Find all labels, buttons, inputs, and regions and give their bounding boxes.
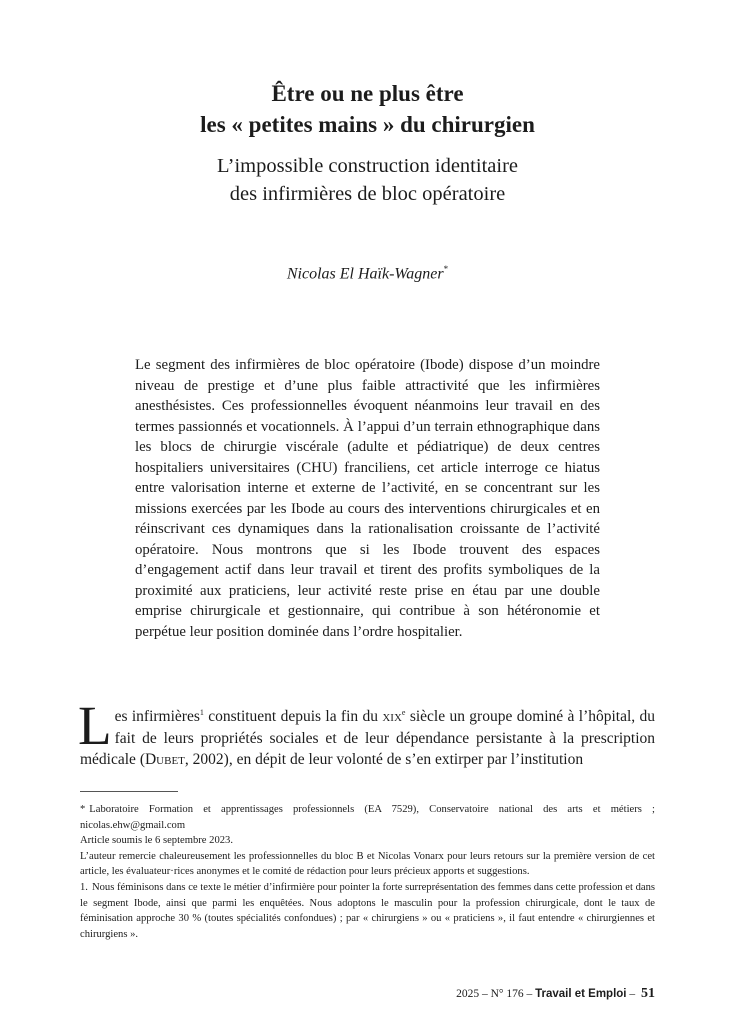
author-footnote-marker: * [443,264,449,274]
intro-text-4: , 2002), en dépit de leur volonté de s’en extirper par l’institution [184,751,584,769]
page-footer [456,986,655,1002]
article-subtitle [0,152,735,208]
author-byline [0,258,735,285]
intro-text-3: siècle un groupe dominé à l’hôpital, du fait de leurs propriétés sociales et de leur dépendance persistante à la prescription médicale ( [80,708,656,769]
title-line-2: les « petites mains » du chirurgien [200,112,535,137]
footnote-star-mark: * [80,804,86,815]
title-line-1: Être ou ne plus être [271,81,464,106]
intro-paragraph [78,695,656,771]
footer-separator: – [626,988,638,1000]
footnote-affiliation [80,802,655,833]
century-numeral: xix [382,708,402,726]
issue-info: 2025 – N° 176 – [456,988,536,1000]
abstract: Le segment des infirmières de bloc opératoire (Ibode) dispose d’un moindre niveau de prestige et d’une plus faible attractivité que les infirmières anesthésistes. Ces professionnelles évoquent néanmoins leur travail en des termes passionnés et vocationnels. À l’appui d’un terrain ethnographique dans les blocs de chirurgie viscérale (adulte et pédiatrique) de deux centres hospitaliers universitaires (CHU) franciliens, cet article interroge ce hiatus entre valorisation interne et externe de l’activité, en se concentrant sur les missions exercées par les Ibode au cours des interventions chirurgicales et en réinscrivant ces dynamiques dans la rationalisation croissante de l’activité opératoire. Nous montrons que si les Ibode trouvent des espaces d’engagement actif dans leur travail et tirent des profits symboliques de la proximité aux praticiens, leur activité reste prise en étau par une double emprise chirurgicale et gestionnaire, qui contribue à son hétéronomie et perpétue leur position dominée dans l’ordre hospitalier. [135,357,600,640]
intro-text-2: constituent depuis la fin du [203,708,383,726]
footnote-ref-1: 1 [199,708,204,717]
affiliation-text: Laboratoire Formation et apprentissages professionnels (EA 7529), Conservatoire national des arts et métiers ; nicolas.ehw@gmail.com [80,804,655,831]
citation-author: Dubet [144,751,185,769]
submission-date: Article soumis le 6 septembre 2023. [80,835,233,847]
footnote-divider [80,791,178,792]
subtitle-line-2: des infirmières de bloc opératoire [229,183,506,205]
author-name: Nicolas El Haïk-Wagner [286,265,444,283]
drop-cap: L [78,695,112,756]
footnote-1-text: Nous féminisons dans ce texte le métier d’infirmière pour pointer la forte surreprésentation des femmes dans cette profession et dans le segment Ibode, ainsi que parmi les enquêtées. Nous adoptons le masculin pour la profession chirurgicale, dont le taux de féminisation approche 30 % (toutes spécialités confondues) ; par « chirurgiens » ou « praticiens », il faut entendre « chirurgiennes et chirurgiens ». [80,881,655,940]
subtitle-line-1: L’impossible construction identitaire [217,155,518,177]
article-title [0,78,735,140]
footnotes [80,802,655,942]
page-number: 51 [641,986,655,1001]
intro-text-1: es infirmières [114,708,200,726]
journal-name: Travail et Emploi [535,988,627,1000]
century-superscript: e [401,708,406,717]
acknowledgements: L’auteur remercie chaleureusement les professionnelles du bloc B et Nicolas Vonarx pour leurs retours sur la première version de cet article, les évaluateur·rices anonymes et le comité de rédaction pour leurs précieux apports et suggestions. [80,850,655,878]
footnote-1-mark: 1. [80,881,88,893]
footnote-1 [80,880,655,942]
